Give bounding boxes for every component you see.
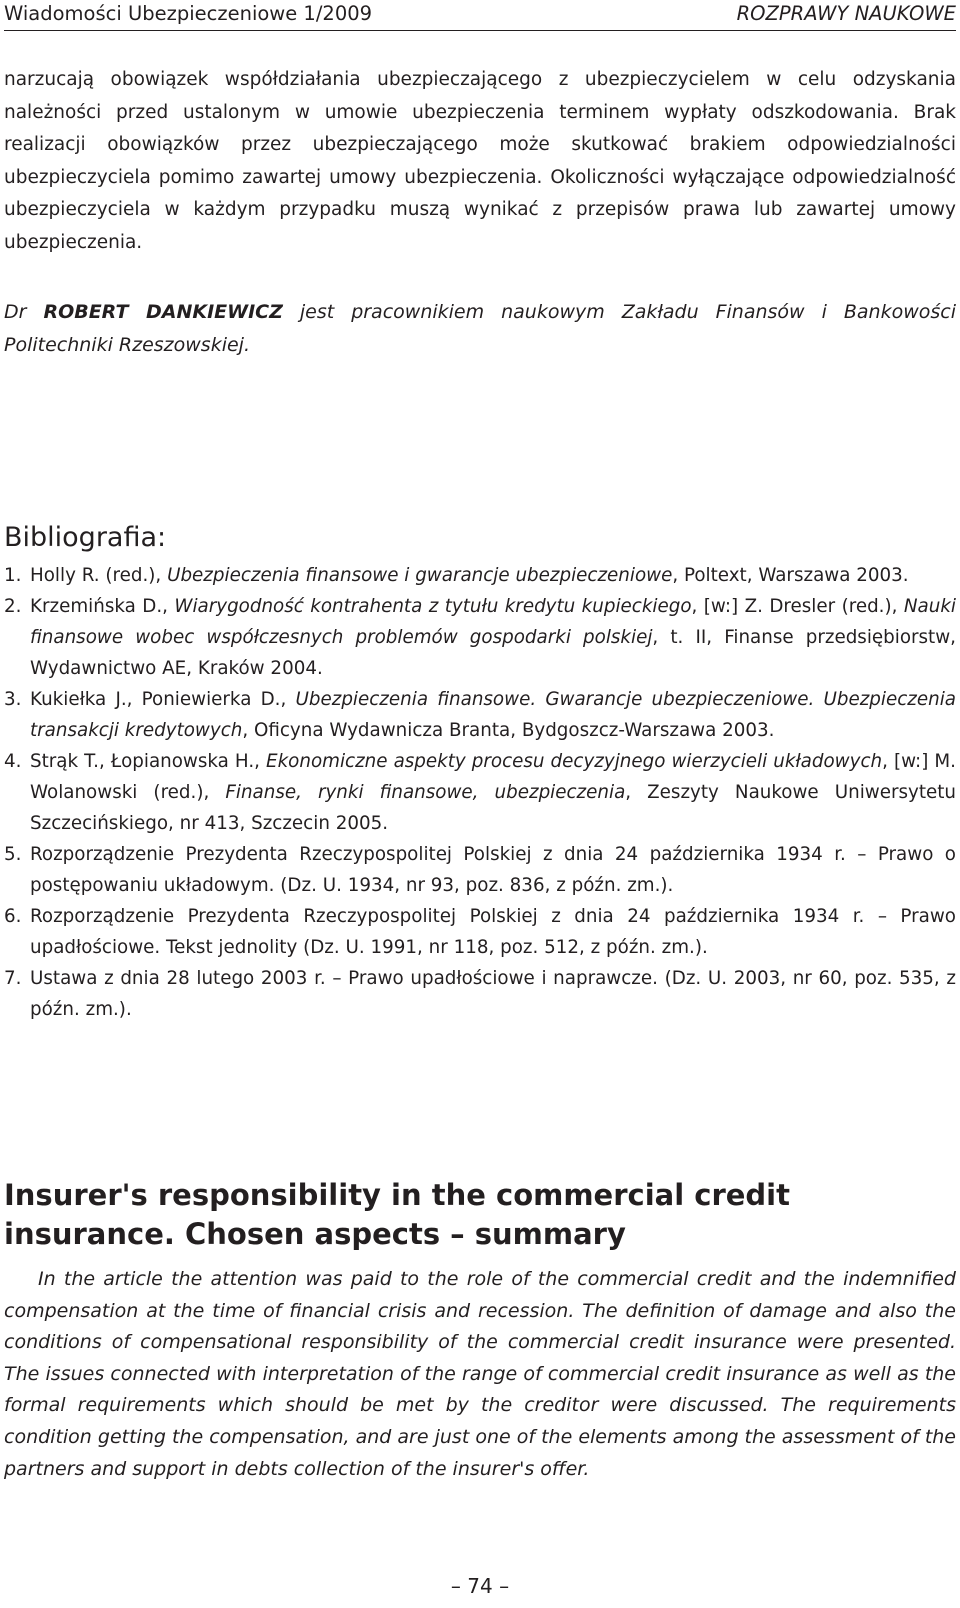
bibliography-text: Rozporządzenie Prezydenta Rzeczypospolitej Polskiej z dnia 24 października 1934 r. – Prawo upadłościowe. Tekst jednolity (Dz. U. 1991, nr 118, poz. 512, z późn. zm.). (30, 906, 956, 958)
author-prefix: Dr (4, 301, 44, 323)
bibliography-text: Holly R. (red.), (30, 565, 168, 586)
bibliography-text: , Zeszyty Naukowe Uniwersytetu Szczecińskiego, nr 413, Szczecin 2005. (30, 782, 956, 834)
summary-heading: Insurer's responsibility in the commercial credit insurance. Chosen aspects – summary (4, 1178, 790, 1251)
bibliography-text: Ustawa z dnia 28 lutego 2003 r. – Prawo upadłościowe i naprawcze. (Dz. U. 2003, nr 60, poz. 535, z późn. zm.). (30, 968, 956, 1020)
bibliography-number: 3. (4, 689, 22, 710)
summary-text: In the article the attention was paid to the role of the commercial credit and the indemnified compensation at the time of financial crisis and recession. The definition of damage and also the conditions of compensational responsibility of the commercial credit insurance were presented. The issues connected with interpretation of the range of commercial credit insurance as well as the formal requirements which should be met by the creditor were discussed. The requirements condition getting the compensation, and are just one of the elements among the assessment of the partners and support in debts collection of the insurer's offer. (4, 1268, 956, 1480)
bibliography-number: 7. (4, 968, 22, 989)
bibliography-title: Wiarygodność kontrahenta z tytułu kredytu kupieckiego (174, 596, 692, 617)
bibliography-item (4, 839, 956, 901)
bibliography-text: Krzemińska D., (30, 596, 175, 617)
author-name: ROBERT DANKIEWICZ (43, 301, 283, 323)
journal-title: Wiadomości Ubezpieczeniowe 1/2009 (4, 2, 373, 25)
bibliography-item (4, 901, 956, 963)
bibliography-item (4, 560, 956, 591)
bibliography-title: Ubezpieczenia finansowe i gwarancje ubezpieczeniowe (167, 565, 673, 586)
bibliography-text: , t. II, Finanse przedsiębiorstw, Wydawnictwo AE, Kraków 2004. (30, 627, 956, 679)
bibliography-number: 1. (4, 565, 22, 586)
bibliography-item (4, 684, 956, 746)
bibliography-item (4, 746, 956, 839)
bibliography-title: Finanse, rynki finansowe, ubezpieczenia (225, 782, 626, 803)
bibliography-text: , [w:] Z. Dresler (red.), (691, 596, 904, 617)
bibliography-title: Nauki finansowe wobec współczesnych problemów gospodarki polskiej (30, 596, 957, 648)
page-number: – 74 – (450, 1574, 510, 1598)
bibliography-heading: Bibliografia: (4, 522, 167, 553)
bibliography-list (4, 560, 956, 1025)
section-name: ROZPRAWY NAUKOWE (736, 2, 956, 25)
bibliography-text: , Poltext, Warszawa 2003. (672, 565, 909, 586)
running-header (4, 0, 956, 31)
bibliography-text: Kukiełka J., Poniewierka D., (30, 689, 296, 710)
body-paragraph: narzucają obowiązek współdziałania ubezpieczającego z ubezpieczycielem w celu odzyskania należności przed ustalonym w umowie ubezpieczenia terminem wypłaty odszkodowania. Brak realizacji obowiązków przez ubezpieczającego może skutkować brakiem odpowiedzialności ubezpieczyciela pomimo zawartej umowy ubezpieczenia. Okoliczności wyłączające odpowiedzialność ubezpieczyciela w każdym przypadku muszą wynikać z przepisów prawa lub zawartej umowy ubezpieczenia. (4, 69, 956, 253)
bibliography-item (4, 963, 956, 1025)
bibliography-title: Ubezpieczenia finansowe. Gwarancje ubezpieczeniowe. Ubezpieczenia transakcji kredytowych (30, 689, 956, 741)
bibliography-text: Strąk T., Łopianowska H., (30, 751, 267, 772)
bibliography-title: Ekonomiczne aspekty procesu decyzyjnego wierzycieli układowych (266, 751, 883, 772)
bibliography-text: , [w:] M. Wolanowski (red.), (30, 751, 956, 803)
bibliography-number: 2. (4, 596, 22, 617)
bibliography-number: 5. (4, 844, 22, 865)
author-affiliation: jest pracownikiem naukowym Zakładu Finansów i Bankowości Politechniki Rzeszowskiej. (4, 301, 956, 356)
bibliography-item (4, 591, 956, 684)
bibliography-text: , Oficyna Wydawnicza Branta, Bydgoszcz-Warszawa 2003. (242, 720, 775, 741)
bibliography-number: 6. (4, 906, 22, 927)
bibliography-text: Rozporządzenie Prezydenta Rzeczypospolitej Polskiej z dnia 24 października 1934 r. – Prawo o postępowaniu układowym. (Dz. U. 1934, nr 93, poz. 836, z późn. zm.). (30, 844, 956, 896)
author-note (4, 296, 956, 361)
bibliography-number: 4. (4, 751, 22, 772)
